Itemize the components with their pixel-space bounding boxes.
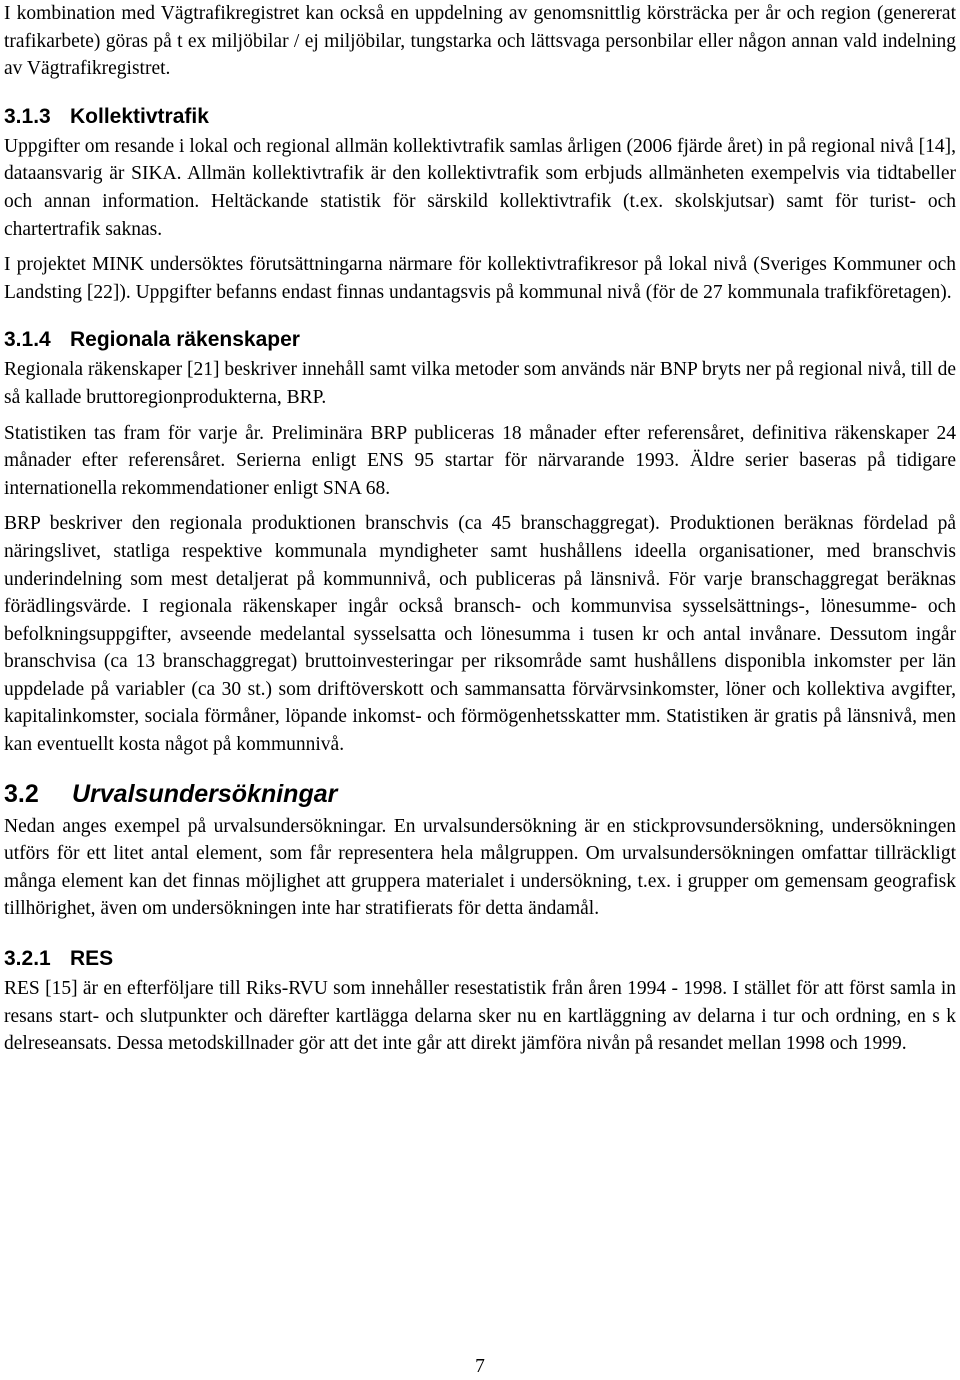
heading-title: Kollektivtrafik — [70, 104, 209, 128]
heading-3-2 — [4, 779, 956, 809]
heading-title: Urvalsundersökningar — [72, 779, 338, 808]
paragraph-intro: I kombination med Vägtrafikregistret kan också en uppdelning av genomsnittlig körsträcka per år och region (genererat trafikarbete) göras på t ex miljöbilar / ej miljöbilar, tungstarka och lättsvaga personbilar eller någon annan vald indelning av Vägtrafikregistret. — [4, 3, 956, 80]
heading-number: 3.2.1 — [4, 947, 51, 971]
paragraph-rakenskaper-2: Statistiken tas fram för varje år. Preliminära BRP publiceras 18 månader efter referensåret, definitiva räkenskaper 24 månader efter referensåret. Serierna enligt ENS 95 startar för närvarande 1993. Äldre serier baseras på tidigare internationella rekommendationer enligt SNA 68. — [4, 422, 956, 499]
paragraph-rakenskaper-3: BRP beskriver den regionala produktionen branschvis (ca 45 branschaggregat). Produktionen beräknas fördelad på näringslivet, statliga respektive kommunala myndigheter samt hushållens ideella organisationer, med branschvis underindelning som mest detaljerat på kommunnivå, och publiceras på länsnivå. För varje branschaggregat beräknas förädlingsvärde. I regionala räkenskaper ingår också bransch- och kommunvisa sysselsättnings-, lönesumme- och befolkningsuppgifter, avseende medelantal sysselsatta och lönesumma i tusen kr och antal invånare. Dessutom ingår branschvisa (ca 13 branschaggregat) bruttoinvesteringar per riksområde samt hushållens disponibla inkomster per län uppdelade på variabler (ca 30 st.) som driftöverskott och sammansatta förvärvsinkomster, löner och kollektiva avgifter, kapitalinkomster, sociala förmåner, löpande inkomst- och förmögenhetsskatter mm. Statistiken är gratis på länsnivå, men kan eventuellt kosta något på kommunnivå. — [4, 513, 956, 756]
heading-3-1-3 — [4, 103, 956, 131]
paragraph-urvalsundersokningar: Nedan anges exempel på urvalsundersökningar. En urvalsundersökning är en stickprovsundersökning, undersökningen utförs för ett litet antal element, som får representera hela målgruppen. Om urvalsundersökningen omfattar tillräckligt många element kan det finnas möjlighet att gruppera materialet i undersökning, t.ex. i grupper om gemensam geografisk tillhörighet, även om undersökningen inte har stratifierats för detta ändamål. — [4, 815, 956, 920]
heading-3-2-1 — [4, 945, 956, 973]
heading-title: RES — [70, 947, 114, 971]
paragraph-res: RES [15] är en efterföljare till Riks-RVU som innehåller resestatistik från åren 1994 - 1998. I stället för att först samla in resans start- och slutpunkter och därefter kartlägga delarna sker nu en kartläggning av delarna i tur och ordning, en s k delreseansats. Dessa metodskillnader gör att det inte går att direkt jämföra nivån på resandet mellan 1998 och 1999. — [4, 978, 956, 1055]
heading-3-1-4 — [4, 326, 956, 354]
heading-number: 3.2 — [4, 779, 39, 808]
page-number: 7 — [475, 1356, 485, 1377]
paragraph-kollektivtrafik-2: I projektet MINK undersöktes förutsättningarna närmare för kollektivtrafikresor på lokal nivå (Sveriges Kommuner och Landsting [22]). Uppgifter befanns endast finnas undantagsvis på kommunal nivå (för de 27 kommunala trafikföretagen). — [4, 254, 956, 303]
heading-title: Regionala räkenskaper — [70, 328, 300, 352]
paragraph-kollektivtrafik-1: Uppgifter om resande i lokal och regional allmän kollektivtrafik samlas årligen (2006 fjärde året) in på regional nivå [14], dataansvarig är SIKA. Allmän kollektivtrafik är den kollektivtrafik som erbjuds allmänheten exempelvis via tidtabeller och annan information. Heltäckande statistik för särskild kollektivtrafik (t.ex. skolskjutsar) samt för turist- och chartertrafik saknas. — [4, 135, 956, 240]
heading-number: 3.1.4 — [4, 328, 51, 352]
heading-number: 3.1.3 — [4, 104, 51, 128]
paragraph-rakenskaper-1: Regionala räkenskaper [21] beskriver innehåll samt vilka metoder som används när BNP bryts ner på regional nivå, till de så kallade bruttoregionprodukterna, BRP. — [4, 359, 956, 408]
